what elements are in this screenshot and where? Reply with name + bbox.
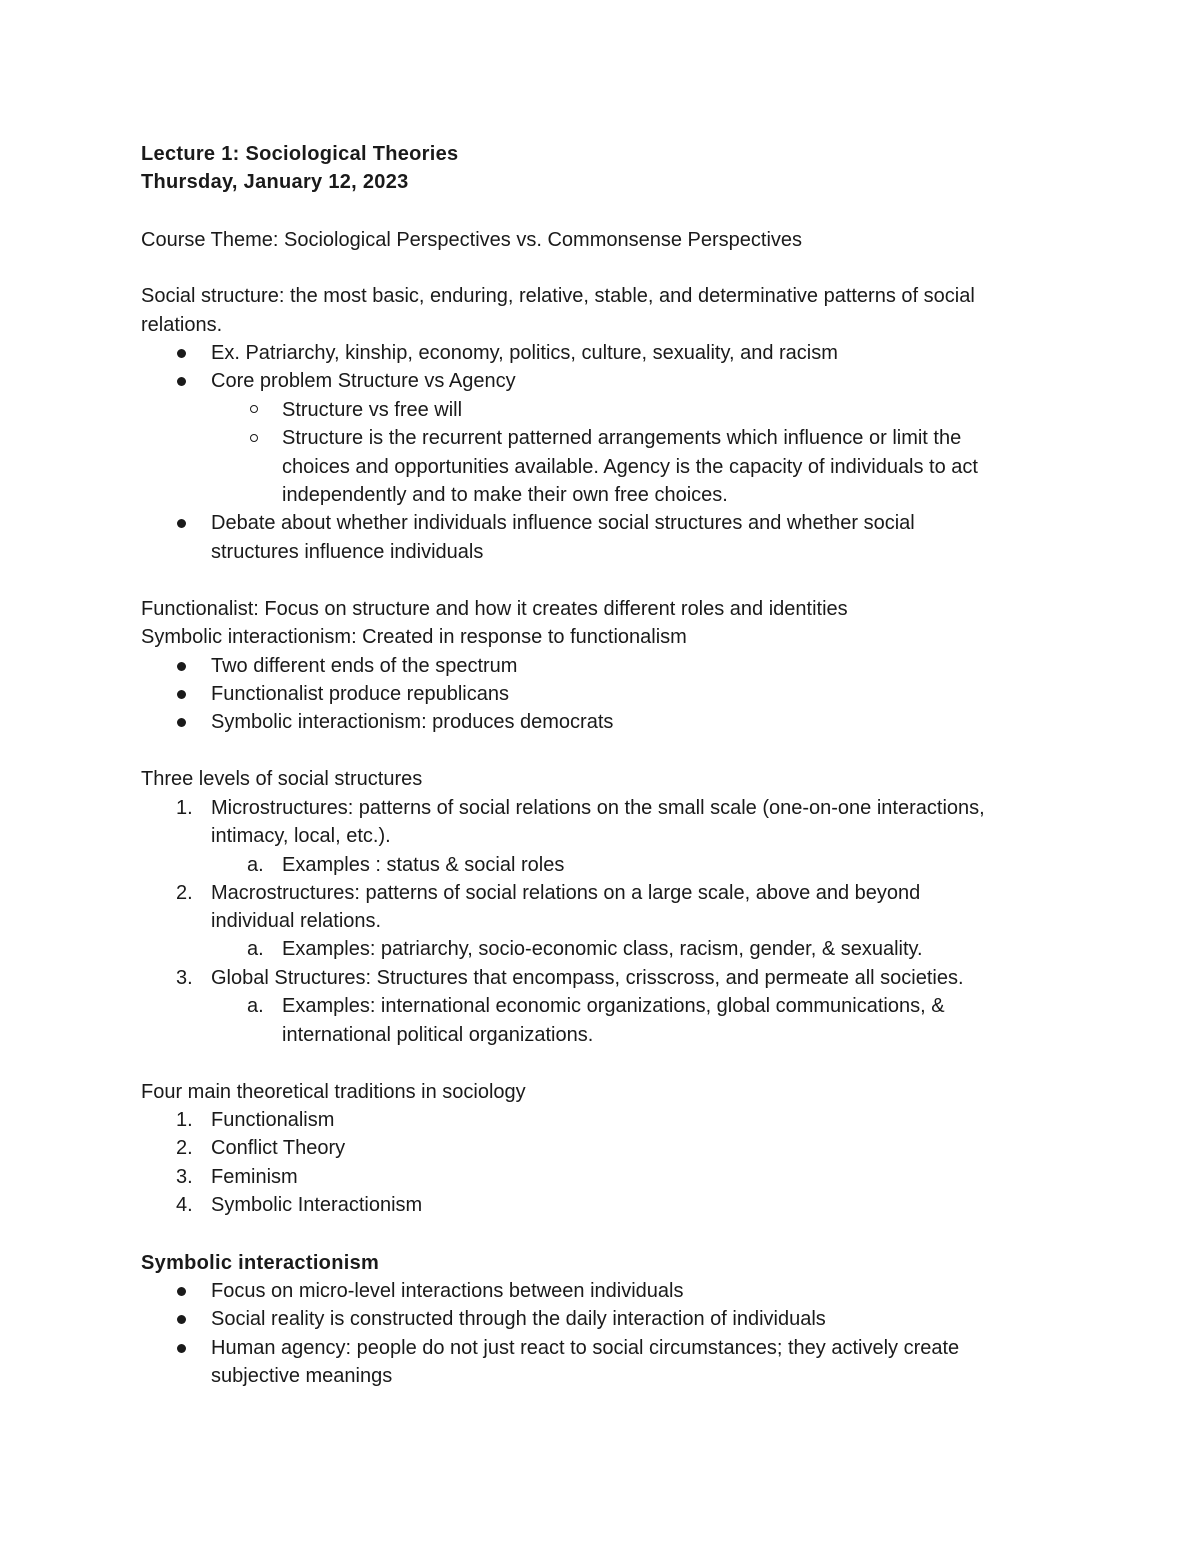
list-item: Focus on micro-level interactions between individuals [211,1280,684,1302]
list-item: Feminism [211,1166,298,1188]
list-item: Conflict Theory [211,1137,346,1159]
list-item: Social reality is constructed through the daily interaction of individuals [211,1308,826,1330]
bullet-dot-icon [177,1315,186,1324]
list-item: Functionalism [211,1109,335,1131]
list-item: Ex. Patriarchy, kinship, economy, politics, culture, sexuality, and racism [211,342,838,364]
bullet-circle-icon [250,405,258,413]
bullet-dot-icon [177,718,186,727]
bullet-dot-icon [177,1287,186,1296]
list-number: 4. [176,1194,193,1216]
list-item: Examples : status & social roles [282,854,565,876]
list-item: Microstructures: patterns of social relations on the small scale (one-on-one interactions, [211,797,985,819]
list-item-cont: individual relations. [211,910,382,932]
bullet-dot-icon [177,1344,186,1353]
list-item: Examples: patriarchy, socio-economic class, racism, gender, & sexuality. [282,938,923,960]
page-title: Lecture 1: Sociological Theories [141,143,459,165]
list-item: Macrostructures: patterns of social relations on a large scale, above and beyond [211,882,921,904]
list-item-cont: choices and opportunities available. Agency is the capacity of individuals to act [282,456,978,478]
bullet-dot-icon [177,690,186,699]
list-item: Human agency: people do not just react to social circumstances; they actively create [211,1337,960,1359]
list-number: 2. [176,882,193,904]
list-item: Core problem Structure vs Agency [211,370,516,392]
list-number: 3. [176,1166,193,1188]
list-number: 2. [176,1137,193,1159]
list-number: 1. [176,1109,193,1131]
list-item: Structure vs free will [282,399,463,421]
list-item: Examples: international economic organizations, global communications, & [282,995,945,1017]
list-letter: a. [247,995,264,1017]
list-item: Functionalist produce republicans [211,683,509,705]
levels-heading: Three levels of social structures [141,768,423,790]
bullet-dot-icon [177,377,186,386]
list-item-cont: international political organizations. [282,1024,594,1046]
list-letter: a. [247,938,264,960]
list-item-cont: intimacy, local, etc.). [211,825,391,847]
traditions-heading: Four main theoretical traditions in sociology [141,1081,526,1103]
social-structure-definition-cont: relations. [141,314,223,336]
list-item-cont: structures influence individuals [211,541,484,563]
lecture-date: Thursday, January 12, 2023 [141,171,409,193]
list-item: Two different ends of the spectrum [211,655,518,677]
list-item: Symbolic interactionism: produces democrats [211,711,614,733]
bullet-circle-icon [250,434,258,442]
list-letter: a. [247,854,264,876]
bullet-dot-icon [177,349,186,358]
course-theme: Course Theme: Sociological Perspectives vs. Commonsense Perspectives [141,229,803,251]
list-item: Debate about whether individuals influence social structures and whether social [211,512,915,534]
bullet-dot-icon [177,519,186,528]
list-item: Symbolic Interactionism [211,1194,423,1216]
list-item-cont: independently and to make their own free choices. [282,484,728,506]
list-item-cont: subjective meanings [211,1365,393,1387]
list-number: 3. [176,967,193,989]
list-number: 1. [176,797,193,819]
list-item: Structure is the recurrent patterned arrangements which influence or limit the [282,427,962,449]
functionalist-definition: Functionalist: Focus on structure and how it creates different roles and identities [141,598,848,620]
section-heading: Symbolic interactionism [141,1252,380,1274]
list-item: Global Structures: Structures that encompass, crisscross, and permeate all societies. [211,967,964,989]
social-structure-definition: Social structure: the most basic, enduring, relative, stable, and determinative patterns of social [141,285,975,307]
bullet-dot-icon [177,662,186,671]
symbolic-interactionism-definition: Symbolic interactionism: Created in response to functionalism [141,626,687,648]
